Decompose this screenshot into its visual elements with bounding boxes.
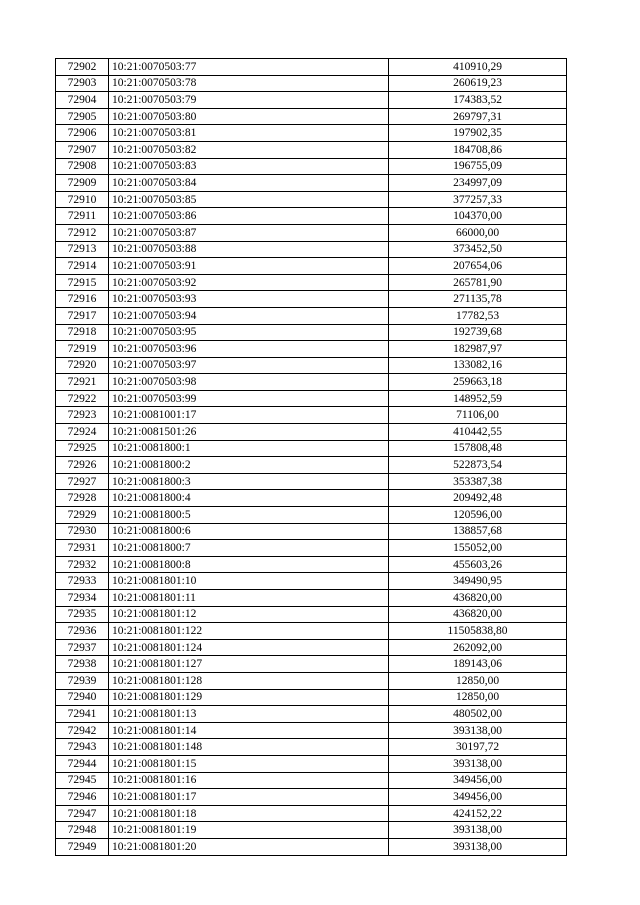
value-amount-cell: 436820,00 [389, 606, 567, 623]
value-amount-cell: 71106,00 [389, 407, 567, 424]
row-number-cell: 72927 [56, 473, 109, 490]
row-number-cell: 72942 [56, 722, 109, 739]
value-amount-cell: 373452,50 [389, 241, 567, 258]
value-amount-cell: 234997,09 [389, 175, 567, 192]
table-row [56, 158, 567, 175]
row-number-cell: 72937 [56, 639, 109, 656]
row-number-cell: 72928 [56, 490, 109, 507]
cadastral-number-cell: 10:21:0070503:77 [109, 59, 389, 76]
table-row [56, 390, 567, 407]
value-amount-cell: 410442,55 [389, 424, 567, 441]
row-number-cell: 72939 [56, 672, 109, 689]
table-row [56, 672, 567, 689]
table-row [56, 706, 567, 723]
cadastral-number-cell: 10:21:0081801:127 [109, 656, 389, 673]
table-row [56, 307, 567, 324]
cadastral-number-cell: 10:21:0081801:15 [109, 755, 389, 772]
cadastral-number-cell: 10:21:0081801:17 [109, 789, 389, 806]
value-amount-cell: 11505838,80 [389, 623, 567, 640]
value-amount-cell: 349456,00 [389, 772, 567, 789]
value-amount-cell: 104370,00 [389, 208, 567, 225]
value-amount-cell: 133082,16 [389, 357, 567, 374]
row-number-cell: 72948 [56, 822, 109, 839]
table-row [56, 540, 567, 557]
value-amount-cell: 192739,68 [389, 324, 567, 341]
table-row [56, 739, 567, 756]
value-amount-cell: 66000,00 [389, 224, 567, 241]
table-row [56, 75, 567, 92]
table-row [56, 108, 567, 125]
row-number-cell: 72909 [56, 175, 109, 192]
row-number-cell: 72933 [56, 573, 109, 590]
row-number-cell: 72918 [56, 324, 109, 341]
value-amount-cell: 522873,54 [389, 457, 567, 474]
cadastral-number-cell: 10:21:0081801:10 [109, 573, 389, 590]
cadastral-number-cell: 10:21:0070503:93 [109, 291, 389, 308]
row-number-cell: 72932 [56, 556, 109, 573]
table-row [56, 523, 567, 540]
table-row [56, 208, 567, 225]
cadastral-number-cell: 10:21:0070503:98 [109, 374, 389, 391]
table-row [56, 507, 567, 524]
table-row [56, 457, 567, 474]
row-number-cell: 72902 [56, 59, 109, 76]
table-row [56, 440, 567, 457]
table-row [56, 473, 567, 490]
value-amount-cell: 209492,48 [389, 490, 567, 507]
table-row [56, 92, 567, 109]
value-amount-cell: 120596,00 [389, 507, 567, 524]
cadastral-number-cell: 10:21:0070503:84 [109, 175, 389, 192]
cadastral-number-cell: 10:21:0070503:96 [109, 341, 389, 358]
value-amount-cell: 271135,78 [389, 291, 567, 308]
row-number-cell: 72941 [56, 706, 109, 723]
cadastral-number-cell: 10:21:0081801:129 [109, 689, 389, 706]
cadastral-number-cell: 10:21:0070503:85 [109, 191, 389, 208]
table-row [56, 175, 567, 192]
cadastral-number-cell: 10:21:0070503:97 [109, 357, 389, 374]
cadastral-number-cell: 10:21:0070503:82 [109, 141, 389, 158]
row-number-cell: 72944 [56, 755, 109, 772]
table-row [56, 639, 567, 656]
row-number-cell: 72949 [56, 838, 109, 855]
cadastral-number-cell: 10:21:0081801:18 [109, 805, 389, 822]
cadastral-number-cell: 10:21:0081801:11 [109, 590, 389, 607]
row-number-cell: 72925 [56, 440, 109, 457]
value-amount-cell: 436820,00 [389, 590, 567, 607]
row-number-cell: 72920 [56, 357, 109, 374]
value-amount-cell: 12850,00 [389, 689, 567, 706]
table-row [56, 789, 567, 806]
cadastral-number-cell: 10:21:0070503:81 [109, 125, 389, 142]
cadastral-number-cell: 10:21:0070503:86 [109, 208, 389, 225]
value-amount-cell: 17782,53 [389, 307, 567, 324]
value-amount-cell: 349490,95 [389, 573, 567, 590]
value-amount-cell: 377257,33 [389, 191, 567, 208]
value-amount-cell: 197902,35 [389, 125, 567, 142]
table-row [56, 341, 567, 358]
cadastral-number-cell: 10:21:0070503:99 [109, 390, 389, 407]
table-row [56, 590, 567, 607]
row-number-cell: 72922 [56, 390, 109, 407]
value-amount-cell: 189143,06 [389, 656, 567, 673]
row-number-cell: 72936 [56, 623, 109, 640]
row-number-cell: 72947 [56, 805, 109, 822]
row-number-cell: 72946 [56, 789, 109, 806]
value-amount-cell: 148952,59 [389, 390, 567, 407]
table-row [56, 224, 567, 241]
row-number-cell: 72934 [56, 590, 109, 607]
cadastral-number-cell: 10:21:0081801:16 [109, 772, 389, 789]
value-amount-cell: 260619,23 [389, 75, 567, 92]
table-row [56, 141, 567, 158]
table-row [56, 191, 567, 208]
row-number-cell: 72943 [56, 739, 109, 756]
value-amount-cell: 259663,18 [389, 374, 567, 391]
cadastral-number-cell: 10:21:0070503:78 [109, 75, 389, 92]
cadastral-number-cell: 10:21:0070503:94 [109, 307, 389, 324]
table-row [56, 722, 567, 739]
row-number-cell: 72904 [56, 92, 109, 109]
row-number-cell: 72908 [56, 158, 109, 175]
cadastral-number-cell: 10:21:0070503:79 [109, 92, 389, 109]
cadastral-number-cell: 10:21:0070503:87 [109, 224, 389, 241]
cadastral-number-cell: 10:21:0081800:7 [109, 540, 389, 557]
table-row [56, 490, 567, 507]
row-number-cell: 72930 [56, 523, 109, 540]
value-amount-cell: 155052,00 [389, 540, 567, 557]
cadastral-number-cell: 10:21:0081801:12 [109, 606, 389, 623]
table-body [56, 59, 567, 856]
table-row [56, 241, 567, 258]
row-number-cell: 72923 [56, 407, 109, 424]
cadastral-value-table [55, 58, 567, 856]
cadastral-number-cell: 10:21:0081801:13 [109, 706, 389, 723]
cadastral-number-cell: 10:21:0070503:83 [109, 158, 389, 175]
cadastral-number-cell: 10:21:0081801:148 [109, 739, 389, 756]
table-row [56, 689, 567, 706]
table-row [56, 805, 567, 822]
cadastral-number-cell: 10:21:0081501:26 [109, 424, 389, 441]
row-number-cell: 72906 [56, 125, 109, 142]
cadastral-number-cell: 10:21:0081800:1 [109, 440, 389, 457]
cadastral-number-cell: 10:21:0081801:128 [109, 672, 389, 689]
row-number-cell: 72917 [56, 307, 109, 324]
cadastral-number-cell: 10:21:0070503:80 [109, 108, 389, 125]
value-amount-cell: 184708,86 [389, 141, 567, 158]
row-number-cell: 72935 [56, 606, 109, 623]
value-amount-cell: 265781,90 [389, 274, 567, 291]
cadastral-number-cell: 10:21:0081800:2 [109, 457, 389, 474]
row-number-cell: 72931 [56, 540, 109, 557]
table-row [56, 606, 567, 623]
cadastral-number-cell: 10:21:0070503:95 [109, 324, 389, 341]
row-number-cell: 72907 [56, 141, 109, 158]
value-amount-cell: 269797,31 [389, 108, 567, 125]
cadastral-number-cell: 10:21:0081800:5 [109, 507, 389, 524]
value-amount-cell: 393138,00 [389, 722, 567, 739]
table-row [56, 656, 567, 673]
value-amount-cell: 353387,38 [389, 473, 567, 490]
value-amount-cell: 182987,97 [389, 341, 567, 358]
row-number-cell: 72940 [56, 689, 109, 706]
cadastral-number-cell: 10:21:0070503:91 [109, 258, 389, 275]
row-number-cell: 72938 [56, 656, 109, 673]
row-number-cell: 72914 [56, 258, 109, 275]
value-amount-cell: 410910,29 [389, 59, 567, 76]
row-number-cell: 72929 [56, 507, 109, 524]
table-row [56, 407, 567, 424]
cadastral-number-cell: 10:21:0081001:17 [109, 407, 389, 424]
value-amount-cell: 455603,26 [389, 556, 567, 573]
row-number-cell: 72905 [56, 108, 109, 125]
row-number-cell: 72924 [56, 424, 109, 441]
table-row [56, 274, 567, 291]
row-number-cell: 72903 [56, 75, 109, 92]
row-number-cell: 72913 [56, 241, 109, 258]
table-row [56, 357, 567, 374]
value-amount-cell: 207654,06 [389, 258, 567, 275]
table-row [56, 291, 567, 308]
table-row [56, 772, 567, 789]
table-row [56, 374, 567, 391]
row-number-cell: 72912 [56, 224, 109, 241]
value-amount-cell: 174383,52 [389, 92, 567, 109]
row-number-cell: 72926 [56, 457, 109, 474]
cadastral-number-cell: 10:21:0081801:122 [109, 623, 389, 640]
table-row [56, 838, 567, 855]
value-amount-cell: 30197,72 [389, 739, 567, 756]
row-number-cell: 72910 [56, 191, 109, 208]
table-row [56, 125, 567, 142]
cadastral-number-cell: 10:21:0081800:8 [109, 556, 389, 573]
table-row [56, 822, 567, 839]
table-row [56, 573, 567, 590]
table-row [56, 755, 567, 772]
row-number-cell: 72945 [56, 772, 109, 789]
value-amount-cell: 196755,09 [389, 158, 567, 175]
cadastral-number-cell: 10:21:0081801:19 [109, 822, 389, 839]
table-row [56, 59, 567, 76]
value-amount-cell: 393138,00 [389, 755, 567, 772]
row-number-cell: 72911 [56, 208, 109, 225]
value-amount-cell: 262092,00 [389, 639, 567, 656]
table-row [56, 556, 567, 573]
value-amount-cell: 393138,00 [389, 838, 567, 855]
cadastral-number-cell: 10:21:0081801:14 [109, 722, 389, 739]
value-amount-cell: 157808,48 [389, 440, 567, 457]
value-amount-cell: 138857,68 [389, 523, 567, 540]
cadastral-number-cell: 10:21:0070503:92 [109, 274, 389, 291]
cadastral-number-cell: 10:21:0081801:124 [109, 639, 389, 656]
value-amount-cell: 480502,00 [389, 706, 567, 723]
cadastral-number-cell: 10:21:0081801:20 [109, 838, 389, 855]
value-amount-cell: 349456,00 [389, 789, 567, 806]
value-amount-cell: 424152,22 [389, 805, 567, 822]
cadastral-number-cell: 10:21:0081800:3 [109, 473, 389, 490]
table-row [56, 324, 567, 341]
cadastral-number-cell: 10:21:0081800:4 [109, 490, 389, 507]
table-row [56, 258, 567, 275]
value-amount-cell: 393138,00 [389, 822, 567, 839]
table-row [56, 424, 567, 441]
row-number-cell: 72921 [56, 374, 109, 391]
row-number-cell: 72916 [56, 291, 109, 308]
cadastral-number-cell: 10:21:0070503:88 [109, 241, 389, 258]
row-number-cell: 72915 [56, 274, 109, 291]
cadastral-number-cell: 10:21:0081800:6 [109, 523, 389, 540]
value-amount-cell: 12850,00 [389, 672, 567, 689]
row-number-cell: 72919 [56, 341, 109, 358]
table-row [56, 623, 567, 640]
